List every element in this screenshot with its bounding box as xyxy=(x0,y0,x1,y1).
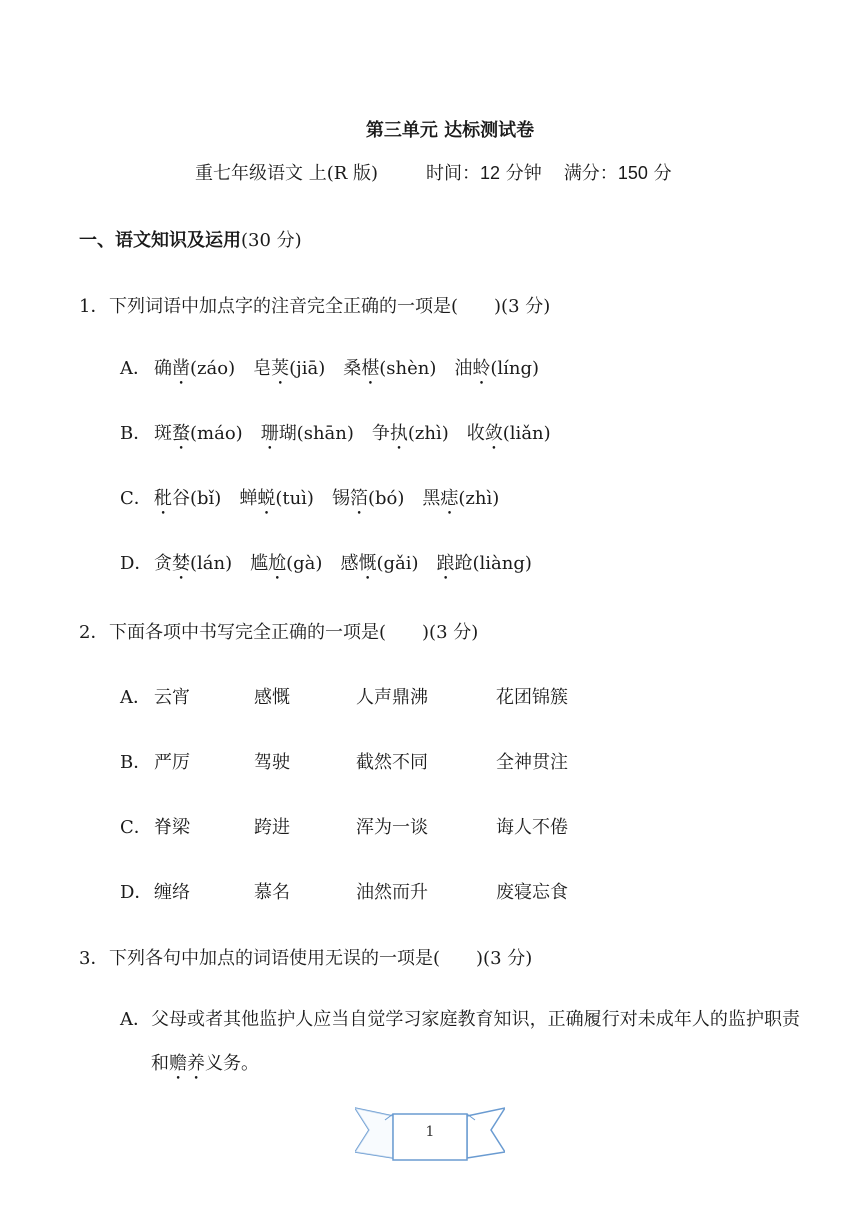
word-3: 油然而升 xyxy=(356,882,428,903)
q2-option-a[interactable] xyxy=(120,683,640,707)
word-4: 诲人不倦 xyxy=(496,817,568,838)
option-letter: C． xyxy=(120,817,152,838)
word-item: 贪婪(lán) xyxy=(154,553,233,574)
word-item: 尴尬(gà) xyxy=(250,553,323,574)
score-value: 150 xyxy=(617,163,648,183)
word-4: 花团锦簇 xyxy=(496,687,568,708)
option-letter: C． xyxy=(120,488,152,509)
question-3 xyxy=(79,944,532,970)
section-label: 一、语文知识及运用 xyxy=(79,230,241,251)
question-number: 2． xyxy=(79,622,109,643)
word-item: 桑椹(shèn) xyxy=(343,358,437,379)
q2-option-b[interactable] xyxy=(120,748,640,772)
word-1: 缠络 xyxy=(154,882,190,903)
section-points: (30 分) xyxy=(241,230,302,251)
word-2: 跨进 xyxy=(254,817,290,838)
word-1: 严厉 xyxy=(154,752,190,773)
question-number: 1． xyxy=(79,296,109,317)
exam-info xyxy=(195,159,672,185)
word-item: 斑蝥(máo) xyxy=(154,423,243,444)
option-letter: D． xyxy=(120,882,153,903)
question-text: 下面各项中书写完全正确的一项是( )(3 分) xyxy=(109,622,479,643)
option-text: 父母或者其他监护人应当自觉学习家庭教育知识，正确履行对未成年人的监护职责和赡养义务。 xyxy=(151,1009,800,1074)
word-item: 皂荚(jiā) xyxy=(253,358,326,379)
page-number: 1 xyxy=(425,1124,435,1140)
word-item: 蝉蜕(tuì) xyxy=(239,488,314,509)
word-item: 秕谷(bǐ) xyxy=(154,488,222,509)
time-label: 时间： xyxy=(426,163,481,184)
word-3: 人声鼎沸 xyxy=(356,687,428,708)
option-letter: A． xyxy=(120,1009,151,1030)
score-label: 满分： xyxy=(563,163,618,184)
option-letter: A． xyxy=(120,687,151,708)
word-1: 脊梁 xyxy=(154,817,190,838)
word-4: 废寝忘食 xyxy=(496,882,568,903)
question-number: 3． xyxy=(79,948,109,969)
time-value: 12 xyxy=(480,163,501,183)
word-3: 截然不同 xyxy=(356,752,428,773)
q1-option-d[interactable] xyxy=(120,549,550,584)
option-letter: A． xyxy=(120,358,151,379)
score-unit: 分 xyxy=(647,163,672,184)
time-unit: 分钟 xyxy=(500,163,542,184)
question-text: 下列各句中加点的词语使用无误的一项是( )(3 分) xyxy=(109,948,533,969)
word-item: 感慨(gǎi) xyxy=(340,553,419,574)
q1-option-b[interactable] xyxy=(120,419,569,454)
question-1 xyxy=(79,292,550,318)
option-letter: B． xyxy=(120,752,152,773)
q2-option-c[interactable] xyxy=(120,813,640,837)
word-item: 争执(zhì) xyxy=(371,423,449,444)
q2-option-d[interactable] xyxy=(120,878,640,902)
q1-option-c[interactable] xyxy=(120,484,517,519)
q3-option-a[interactable] xyxy=(120,998,800,1086)
word-item: 黑痣(zhì) xyxy=(422,488,500,509)
q1-option-a[interactable] xyxy=(120,354,557,389)
word-3: 浑为一谈 xyxy=(356,817,428,838)
word-item: 油蛉(líng) xyxy=(454,358,540,379)
word-1: 云宵 xyxy=(154,687,190,708)
word-item: 踉跄(liàng) xyxy=(436,553,532,574)
word-item: 锡箔(bó) xyxy=(331,488,405,509)
word-item: 珊瑚(shān) xyxy=(260,423,354,444)
option-letter: B． xyxy=(120,423,152,444)
word-item: 收敛(liǎn) xyxy=(466,423,551,444)
option-letter: D． xyxy=(120,553,153,574)
word-2: 感慨 xyxy=(254,687,290,708)
word-2: 慕名 xyxy=(254,882,290,903)
word-2: 驾驶 xyxy=(254,752,290,773)
word-4: 全神贯注 xyxy=(496,752,568,773)
question-text: 下列词语中加点字的注音完全正确的一项是( )(3 分) xyxy=(109,296,551,317)
section-heading xyxy=(79,226,302,252)
page-title: 第三单元 达标测试卷 xyxy=(365,120,535,141)
grade-label: 重七年级语文 上(R 版) xyxy=(195,163,379,184)
word-item: 确凿(záo) xyxy=(154,358,236,379)
page-footer xyxy=(355,1100,505,1170)
question-2 xyxy=(79,618,478,644)
